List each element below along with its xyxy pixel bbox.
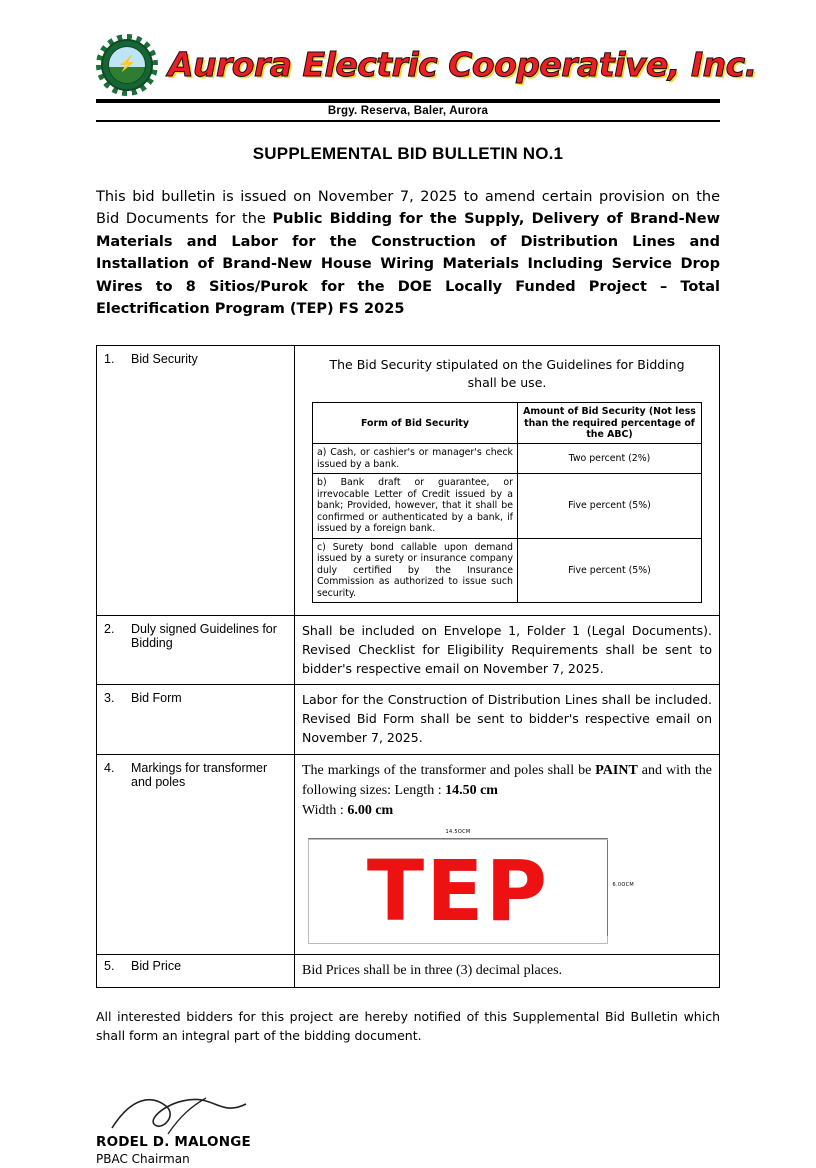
bid-security-row [313,444,702,474]
bid-security-row [313,538,702,602]
row-label-cell [97,754,295,954]
marking-length-value: 14.50 cm [445,782,498,798]
page-title: SUPPLEMENTAL BID BULLETIN NO.1 [252,144,564,163]
marking-text-a: The markings of the transformer and poles shall be [302,762,596,778]
row-label-cell [97,685,295,754]
table-row [97,616,720,685]
signatory-name: RODEL D. MALONGE [96,1133,251,1150]
signatory-role: PBAC Chairman [96,1151,190,1166]
row-label: Bid Security [131,351,198,366]
amendments-table [96,345,720,988]
closing-paragraph: All interested bidders for this project are hereby notified of this Supplemental Bid Bulletin which shall form an integral part of the bidding document. [96,1009,720,1044]
marking-paint-bold: PAINT [595,762,638,778]
letterhead [96,0,757,96]
org-address: Brgy. Reserva, Baler, Aurora [327,105,489,117]
tep-letters: TEP [366,842,550,941]
signature-block [96,1098,720,1168]
bid-security-row [313,474,702,538]
col-header-amount: Amount of Bid Security (Not less than the required percentage of the ABC) [518,403,702,444]
bid-security-form: a) Cash, or cashier's or manager's check issued by a bank. [313,444,518,474]
cooperative-seal-logo: ⚡ [96,34,158,96]
col-header-form: Form of Bid Security [313,403,518,444]
table-row [97,345,720,615]
marking-description [302,761,712,822]
row-content-cell [295,345,720,615]
intro-text-plain: This bid bulletin is issued on November 7, 2025 to amend certain provision on the Bid Documents for the [96,189,720,228]
row-label-cell [97,954,295,987]
row-label-cell [97,616,295,685]
row-number: 4. [104,760,115,775]
intro-paragraph [96,186,720,321]
marking-width-line [302,801,712,821]
bid-security-amount: Five percent (5%) [518,474,702,538]
bid-security-amount: Two percent (2%) [518,444,702,474]
row-content-cell [295,754,720,954]
row-number: 3. [104,691,115,706]
bid-security-form: c) Surety bond callable upon demand issued by a surety or insurance company duly certified by the Insurance Commission as authorized to issue such security. [313,538,518,602]
row-content-cell [295,954,720,987]
tep-length-dimension: 14.5OCM [308,829,608,839]
row-label: Duly signed Guidelines for Bidding [131,622,277,651]
bid-security-form: b) Bank draft or guarantee, or irrevocable Letter of Credit issued by a bank; Provided, however, that it shall be confirmed or authenticated by a bank, if issued by a foreign bank. [313,474,518,538]
tep-marking-image [308,839,608,944]
row-content-cell: Labor for the Construction of Distribution Lines shall be included. Revised Bid Form shall be sent to bidder's respective email on November 7, 2025. [295,685,720,754]
bid-security-header-row [313,403,702,444]
header-rule-top [96,99,720,103]
row-number: 2. [104,622,115,637]
bid-price-text: Bid Prices shall be in three (3) decimal places. [302,962,563,978]
row-label: Markings for transformer and poles [131,760,268,789]
table-row [97,954,720,987]
bid-security-note: The Bid Security stipulated on the Guidelines for Bidding shall be use. [329,356,685,390]
row-label: Bid Form [131,691,182,706]
intro-text-bold: Public Bidding for the Supply, Delivery of Brand-New Materials and Labor for the Construction of Distribution Lines and Installation of Brand-New House Wiring Materials Including Service Drop Wires to 8 Sitios/Purok for the DOE Locally Funded Project – Total Electrification Program (TEP) FS 2025 [96,211,720,318]
row-number: 1. [104,351,115,366]
row-label: Bid Price [131,958,182,973]
marking-text-b: and with the following sizes: Length : [302,762,712,798]
row-number: 5. [104,958,115,973]
header-rule-bottom [96,120,720,122]
row-label-cell [97,345,295,615]
row-content-cell: Shall be included on Envelope 1, Folder 1 (Legal Documents). Revised Checklist for Eligibility Requirements shall be sent to bidder's respective email on November 7, 2025. [295,616,720,685]
table-row [97,754,720,954]
table-row [97,685,720,754]
marking-width-value: 6.00 cm [347,803,394,819]
bid-security-amount: Five percent (5%) [518,538,702,602]
org-name: Aurora Electric Cooperative, Inc. [168,44,757,84]
org-title [168,44,757,84]
bid-security-table [312,402,702,603]
tep-marking-figure [308,829,634,944]
marking-width-label: Width : [302,803,348,819]
tep-width-dimension: 6.0OCM [612,882,634,889]
